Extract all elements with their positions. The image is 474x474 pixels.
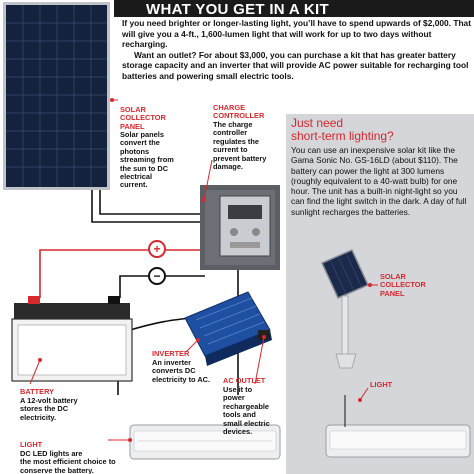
label-ac-outlet-head: AC OUTLET — [223, 376, 266, 385]
minus-symbol: − — [153, 269, 161, 283]
plus-symbol: + — [153, 242, 161, 256]
solar-panel — [3, 2, 118, 190]
label-charge-controller-desc: The charge controller regulates the current to prevent battery damage. — [213, 120, 267, 172]
label-battery-head: BATTERY — [20, 387, 55, 396]
label-ac-outlet-desc: Use it to power rechargeable tools and small electric devices. — [223, 385, 270, 437]
label-solar-panel-head: SOLAR COLLECTOR PANEL — [120, 105, 166, 131]
charge-controller — [200, 160, 280, 270]
page-title: WHAT YOU GET IN A KIT — [146, 1, 329, 18]
label-inverter-desc: An inverter converts DC electricity to AC. — [152, 358, 211, 384]
intro-paragraph-1: If you need brighter or longer-lasting light, you’ll have to spend upwards of $2,000. That will give you a 4-ft., 1,600-lumen light that will work for up to two days without recharging. — [122, 18, 472, 50]
label-sidebar-panel-head: SOLAR COLLECTOR PANEL — [380, 272, 426, 298]
wire-battery-to-inverter — [130, 318, 190, 330]
label-sidebar-light-head: LIGHT — [370, 380, 393, 389]
label-solar-panel-desc: Solar panels convert the photons streaming from the sun to DC electrical current. — [120, 130, 174, 190]
label-light-head: LIGHT — [20, 440, 43, 449]
intro-paragraph-2: Want an outlet? For about $3,000, you can purchase a kit that has greater battery storage capacity and an inverter that will provide AC power suitable for recharging tool batteries and powering small electric tools. — [122, 49, 469, 81]
sidebar-led-light — [326, 388, 470, 457]
label-light-desc: DC LED lights are the most efficient choice to conserve the battery. — [20, 449, 116, 474]
wire-panel-to-controller — [92, 188, 205, 222]
wire-panel-to-controller-2 — [100, 188, 205, 214]
label-inverter-head: INVERTER — [152, 349, 190, 358]
sidebar-body: You can use an inexpensive solar kit like the Gama Sonic No. GS-16LD (about $110). The battery can power the light at 300 lumens (roughly equivalent to a 40-watt bulb) for one hour. The unit has a built-in night-light so you can find the light switch in the dark. A day of full sunlight recharges the batteries. — [291, 145, 467, 217]
gama-sonic-kit — [322, 250, 378, 368]
label-battery-desc: A 12-volt battery stores the DC electricity. — [20, 396, 78, 422]
sidebar-heading: Just need short-term lighting? — [291, 116, 394, 143]
wire-battery-positive — [40, 250, 205, 298]
label-charge-controller-head: CHARGE CONTROLLER — [213, 103, 265, 121]
battery — [12, 296, 132, 384]
polarity-markers — [149, 241, 165, 284]
